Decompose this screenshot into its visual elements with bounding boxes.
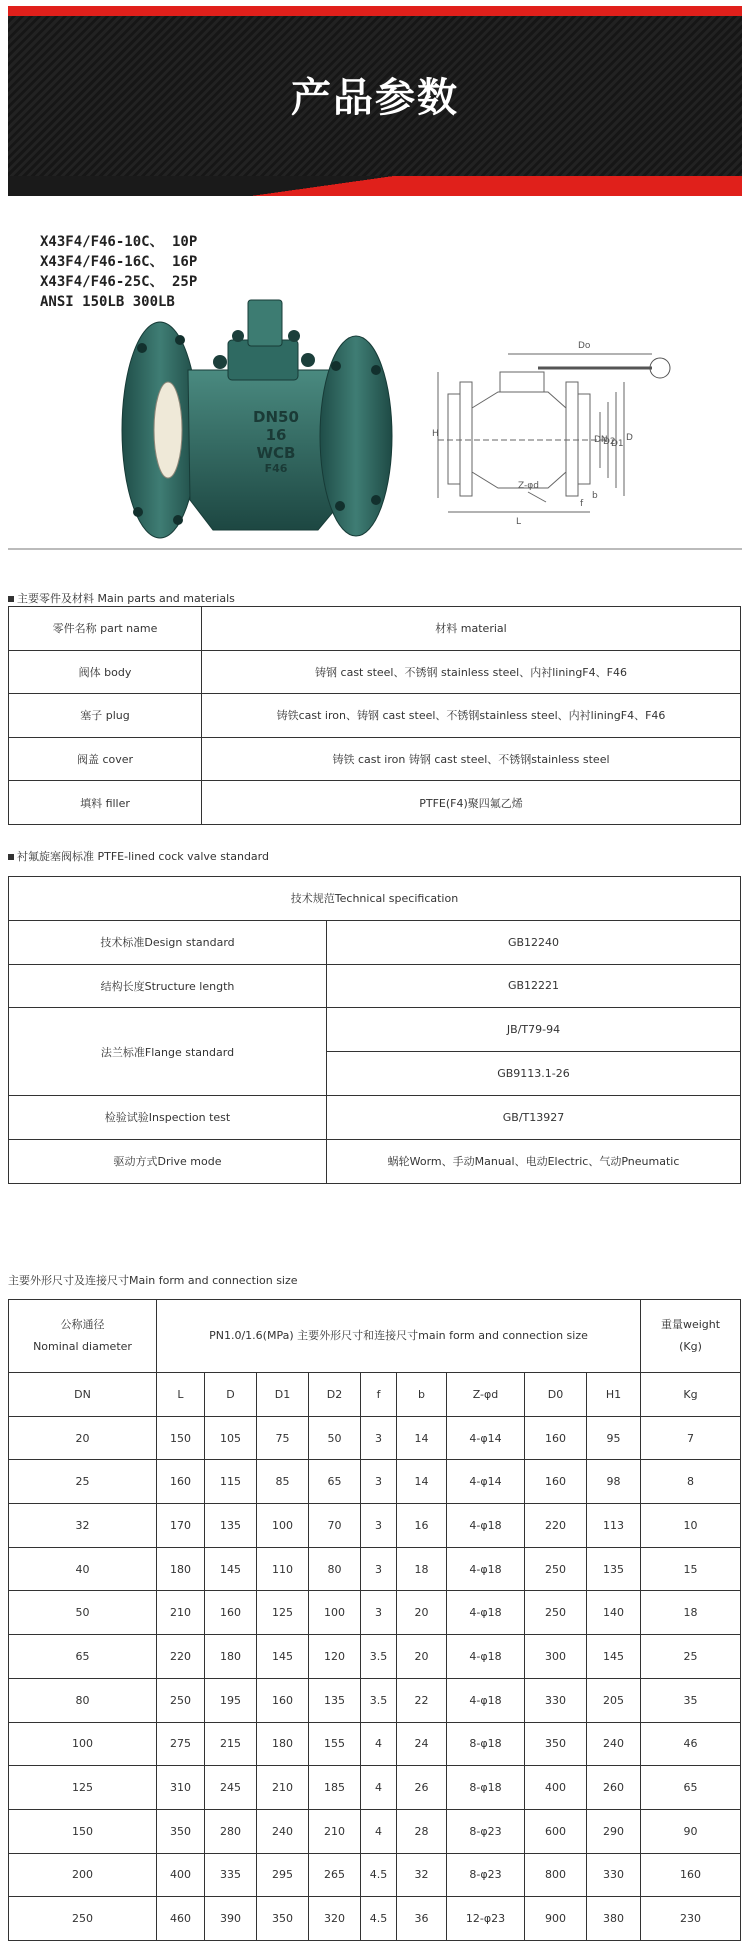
nominal-label-en: Nominal diameter <box>33 1340 132 1353</box>
table-cell: 135 <box>205 1504 257 1548</box>
table-cell: 100 <box>309 1591 361 1635</box>
table-header-cell: DN <box>9 1373 157 1417</box>
table-row <box>9 1460 741 1504</box>
table-header-cell: 技术规范Technical specification <box>9 877 741 921</box>
table-cell: 180 <box>257 1722 309 1766</box>
table-cell: 50 <box>9 1591 157 1635</box>
table-cell: 275 <box>157 1722 205 1766</box>
table-cell: 180 <box>157 1547 205 1591</box>
table-cell: 8-φ23 <box>447 1853 525 1897</box>
table-cell: 98 <box>587 1460 641 1504</box>
table-cell: 160 <box>257 1678 309 1722</box>
page-title: 产品参数 <box>291 75 459 121</box>
table-cell: GB12221 <box>327 964 741 1008</box>
table-row <box>9 737 741 781</box>
table-header-cell: b <box>397 1373 447 1417</box>
table-cell: 150 <box>9 1809 157 1853</box>
table-cell: 65 <box>9 1635 157 1679</box>
table-cell: 4-φ18 <box>447 1504 525 1548</box>
table-cell: 140 <box>587 1591 641 1635</box>
table-header-cell: L <box>157 1373 205 1417</box>
table-cell: 80 <box>9 1678 157 1722</box>
table-cell: 85 <box>257 1460 309 1504</box>
table-cell: 4 <box>361 1809 397 1853</box>
table-cell: 铸铁cast iron、铸钢 cast steel、不锈钢stainless steel、内衬liningF4、F46 <box>202 694 741 738</box>
weight-label: 重量weight <box>660 1318 721 1331</box>
valve-photo <box>118 300 398 550</box>
table-row <box>9 1722 741 1766</box>
table-cell: 120 <box>309 1635 361 1679</box>
table-cell: 18 <box>641 1591 741 1635</box>
table-cell: 26 <box>397 1766 447 1810</box>
table-cell: 8 <box>641 1460 741 1504</box>
table-cell: 阀体 body <box>9 650 202 694</box>
table-cell: 4 <box>361 1766 397 1810</box>
table-cell: 260 <box>587 1766 641 1810</box>
parts-table <box>8 606 741 825</box>
table-cell: 10 <box>641 1504 741 1548</box>
bullet-square-icon <box>8 596 14 602</box>
table-cell: 20 <box>9 1416 157 1460</box>
table-cell: 3 <box>361 1416 397 1460</box>
table-cell: 295 <box>257 1853 309 1897</box>
table-cell: 160 <box>641 1853 741 1897</box>
table-cell: 100 <box>257 1504 309 1548</box>
table-cell: 105 <box>205 1416 257 1460</box>
table-row <box>9 1809 741 1853</box>
table-cell: 46 <box>641 1722 741 1766</box>
table-cell: 185 <box>309 1766 361 1810</box>
table-cell: 330 <box>587 1853 641 1897</box>
table-cell: 155 <box>309 1722 361 1766</box>
table-cell: 4-φ14 <box>447 1460 525 1504</box>
table-cell: 65 <box>641 1766 741 1810</box>
table-cell: 驱动方式Drive mode <box>9 1139 327 1183</box>
table-cell: 900 <box>525 1897 587 1941</box>
table-cell: 90 <box>641 1809 741 1853</box>
table-cell: 填料 filler <box>9 781 202 825</box>
table-row <box>9 1547 741 1591</box>
table-cell: 12-φ23 <box>447 1897 525 1941</box>
schematic-label: Do <box>578 341 591 351</box>
schematic-label: L <box>516 517 522 527</box>
table-cell: 65 <box>309 1460 361 1504</box>
table-cell: 32 <box>397 1853 447 1897</box>
table-cell: 3 <box>361 1504 397 1548</box>
dims-table-body <box>9 1416 741 1940</box>
table-cell: 320 <box>309 1897 361 1941</box>
table-header-cell: Kg <box>641 1373 741 1417</box>
table-cell: 240 <box>587 1722 641 1766</box>
table-row <box>9 607 741 651</box>
dimension-schematic <box>432 312 728 532</box>
table-row <box>9 1373 741 1417</box>
table-cell: 80 <box>309 1547 361 1591</box>
body-mark: F46 <box>264 462 288 475</box>
table-header-cell <box>9 1300 157 1373</box>
schematic-label: b <box>592 491 598 501</box>
table-row <box>9 1300 741 1373</box>
dims-table <box>8 1299 741 1941</box>
table-header-cell: 零件名称 part name <box>9 607 202 651</box>
table-row <box>9 1416 741 1460</box>
table-cell: 210 <box>157 1591 205 1635</box>
table-cell: 3.5 <box>361 1678 397 1722</box>
table-cell: 32 <box>9 1504 157 1548</box>
table-cell: 125 <box>9 1766 157 1810</box>
table-cell: 170 <box>157 1504 205 1548</box>
table-cell: 400 <box>525 1766 587 1810</box>
schematic-label: D <box>626 433 633 443</box>
table-cell: 160 <box>525 1416 587 1460</box>
table-cell: 100 <box>9 1722 157 1766</box>
body-mark: 16 <box>265 426 287 444</box>
model-line: X43F4/F46-16C、 16P <box>40 254 198 270</box>
table-cell: 280 <box>205 1809 257 1853</box>
table-cell: 3 <box>361 1460 397 1504</box>
table-cell: 4-φ18 <box>447 1547 525 1591</box>
table-row <box>9 1591 741 1635</box>
table-row <box>9 1853 741 1897</box>
spec-table <box>8 876 741 1184</box>
body-mark: DN50 <box>253 408 299 426</box>
table-row <box>9 650 741 694</box>
table-cell: 250 <box>525 1547 587 1591</box>
table-cell: 4 <box>361 1722 397 1766</box>
table-cell: 113 <box>587 1504 641 1548</box>
table-row <box>9 1504 741 1548</box>
table-cell: 180 <box>205 1635 257 1679</box>
table-cell: 14 <box>397 1416 447 1460</box>
table-row <box>9 920 741 964</box>
table-cell: 检验试验Inspection test <box>9 1095 327 1139</box>
table-cell: 250 <box>525 1591 587 1635</box>
bullet-square-icon <box>8 854 14 860</box>
table-cell: 20 <box>397 1635 447 1679</box>
schematic-label: DN <box>594 435 608 445</box>
spec-caption: 衬氟旋塞阀标准 PTFE-lined cock valve standard <box>8 848 269 864</box>
table-cell: 135 <box>587 1547 641 1591</box>
table-cell: 350 <box>157 1809 205 1853</box>
table-cell: 195 <box>205 1678 257 1722</box>
table-cell: 220 <box>157 1635 205 1679</box>
table-cell: 4-φ18 <box>447 1678 525 1722</box>
table-row <box>9 1139 741 1183</box>
table-cell: PTFE(F4)聚四氟乙烯 <box>202 781 741 825</box>
table-cell: 350 <box>525 1722 587 1766</box>
table-cell: 110 <box>257 1547 309 1591</box>
table-cell: 70 <box>309 1504 361 1548</box>
table-row <box>9 1095 741 1139</box>
table-cell: 40 <box>9 1547 157 1591</box>
table-cell: 3 <box>361 1591 397 1635</box>
table-cell: 145 <box>205 1547 257 1591</box>
weight-unit: (Kg) <box>679 1340 702 1353</box>
banner-top-bar <box>8 6 742 16</box>
table-cell: 115 <box>205 1460 257 1504</box>
table-cell: 25 <box>641 1635 741 1679</box>
table-cell: JB/T79-94 <box>327 1008 741 1052</box>
section-divider <box>8 548 742 550</box>
table-cell: 铸铁 cast iron 铸钢 cast steel、不锈钢stainless steel <box>202 737 741 781</box>
table-cell: 20 <box>397 1591 447 1635</box>
model-line: X43F4/F46-25C、 25P <box>40 274 198 290</box>
table-header-cell: H1 <box>587 1373 641 1417</box>
table-cell: 8-φ23 <box>447 1809 525 1853</box>
table-cell: 250 <box>157 1678 205 1722</box>
table-cell: 300 <box>525 1635 587 1679</box>
table-cell: 335 <box>205 1853 257 1897</box>
table-header-cell: 材料 material <box>202 607 741 651</box>
table-cell: 250 <box>9 1897 157 1941</box>
dims-caption: 主要外形尺寸及连接尺寸Main form and connection size <box>8 1274 298 1287</box>
table-row <box>9 877 741 921</box>
table-header-cell: Z-φd <box>447 1373 525 1417</box>
body-mark: WCB <box>256 444 296 462</box>
table-cell: 25 <box>9 1460 157 1504</box>
table-cell: 390 <box>205 1897 257 1941</box>
table-row <box>9 1635 741 1679</box>
table-cell: 阀盖 cover <box>9 737 202 781</box>
table-cell: 145 <box>257 1635 309 1679</box>
table-cell: 135 <box>309 1678 361 1722</box>
table-cell: 8-φ18 <box>447 1766 525 1810</box>
table-row <box>9 964 741 1008</box>
table-row <box>9 694 741 738</box>
table-cell: 4-φ18 <box>447 1635 525 1679</box>
banner-bottom-bar <box>8 176 742 196</box>
table-cell: 245 <box>205 1766 257 1810</box>
table-cell: 215 <box>205 1722 257 1766</box>
table-header-cell: D1 <box>257 1373 309 1417</box>
table-cell: 290 <box>587 1809 641 1853</box>
table-cell: 75 <box>257 1416 309 1460</box>
table-cell: 蜗轮Worm、手动Manual、电动Electric、气动Pneumatic <box>327 1139 741 1183</box>
table-cell: 330 <box>525 1678 587 1722</box>
table-cell: 塞子 plug <box>9 694 202 738</box>
parts-caption: 主要零件及材料 Main parts and materials <box>8 590 235 606</box>
table-header-cell: D <box>205 1373 257 1417</box>
table-cell: 400 <box>157 1853 205 1897</box>
table-cell: 310 <box>157 1766 205 1810</box>
table-cell: 265 <box>309 1853 361 1897</box>
table-cell: 7 <box>641 1416 741 1460</box>
table-cell: 14 <box>397 1460 447 1504</box>
table-cell: 50 <box>309 1416 361 1460</box>
table-cell: 4.5 <box>361 1853 397 1897</box>
table-cell: 28 <box>397 1809 447 1853</box>
table-header-cell: D2 <box>309 1373 361 1417</box>
table-header-cell: PN1.0/1.6(MPa) 主要外形尺寸和连接尺寸main form and connection size <box>157 1300 641 1373</box>
table-row <box>9 1008 741 1052</box>
table-cell: GB12240 <box>327 920 741 964</box>
table-cell: 法兰标准Flange standard <box>9 1008 327 1096</box>
model-line: X43F4/F46-10C、 10P <box>40 234 198 250</box>
table-cell: 150 <box>157 1416 205 1460</box>
table-header-cell: f <box>361 1373 397 1417</box>
table-cell: 24 <box>397 1722 447 1766</box>
table-cell: 8-φ18 <box>447 1722 525 1766</box>
table-cell: 3.5 <box>361 1635 397 1679</box>
table-cell: 460 <box>157 1897 205 1941</box>
table-cell: 16 <box>397 1504 447 1548</box>
table-cell: 铸钢 cast steel、不锈钢 stainless steel、内衬liningF4、F46 <box>202 650 741 694</box>
schematic-label: D2 <box>603 437 616 447</box>
table-cell: 210 <box>309 1809 361 1853</box>
table-row <box>9 1766 741 1810</box>
table-cell: 4-φ14 <box>447 1416 525 1460</box>
table-cell: 结构长度Structure length <box>9 964 327 1008</box>
table-cell: 210 <box>257 1766 309 1810</box>
header-banner <box>8 6 742 198</box>
table-cell: 22 <box>397 1678 447 1722</box>
table-cell: GB9113.1-26 <box>327 1052 741 1096</box>
table-header-cell: D0 <box>525 1373 587 1417</box>
table-cell: 380 <box>587 1897 641 1941</box>
table-row <box>9 781 741 825</box>
table-cell: 145 <box>587 1635 641 1679</box>
table-cell: 200 <box>9 1853 157 1897</box>
table-cell: 3 <box>361 1547 397 1591</box>
table-cell: 160 <box>525 1460 587 1504</box>
schematic-label: Z-φd <box>518 481 539 491</box>
table-row <box>9 1678 741 1722</box>
table-cell: 15 <box>641 1547 741 1591</box>
nominal-label-cn: 公称通径 <box>60 1318 105 1331</box>
table-cell: 技术标准Design standard <box>9 920 327 964</box>
table-cell: 600 <box>525 1809 587 1853</box>
table-cell: 230 <box>641 1897 741 1941</box>
table-cell: 4-φ18 <box>447 1591 525 1635</box>
schematic-label: f <box>580 499 584 509</box>
table-cell: 36 <box>397 1897 447 1941</box>
table-cell: 220 <box>525 1504 587 1548</box>
table-cell: 160 <box>205 1591 257 1635</box>
table-cell: GB/T13927 <box>327 1095 741 1139</box>
schematic-label: D1 <box>611 439 624 449</box>
table-cell: 800 <box>525 1853 587 1897</box>
table-cell: 240 <box>257 1809 309 1853</box>
table-cell: 18 <box>397 1547 447 1591</box>
model-line: ANSI 150LB 300LB <box>40 294 175 310</box>
table-cell: 4.5 <box>361 1897 397 1941</box>
table-cell: 205 <box>587 1678 641 1722</box>
table-cell: 95 <box>587 1416 641 1460</box>
table-cell: 125 <box>257 1591 309 1635</box>
table-cell: 350 <box>257 1897 309 1941</box>
table-row <box>9 1897 741 1941</box>
schematic-label: H <box>432 429 439 439</box>
table-cell: 160 <box>157 1460 205 1504</box>
table-header-cell <box>641 1300 741 1373</box>
table-cell: 35 <box>641 1678 741 1722</box>
